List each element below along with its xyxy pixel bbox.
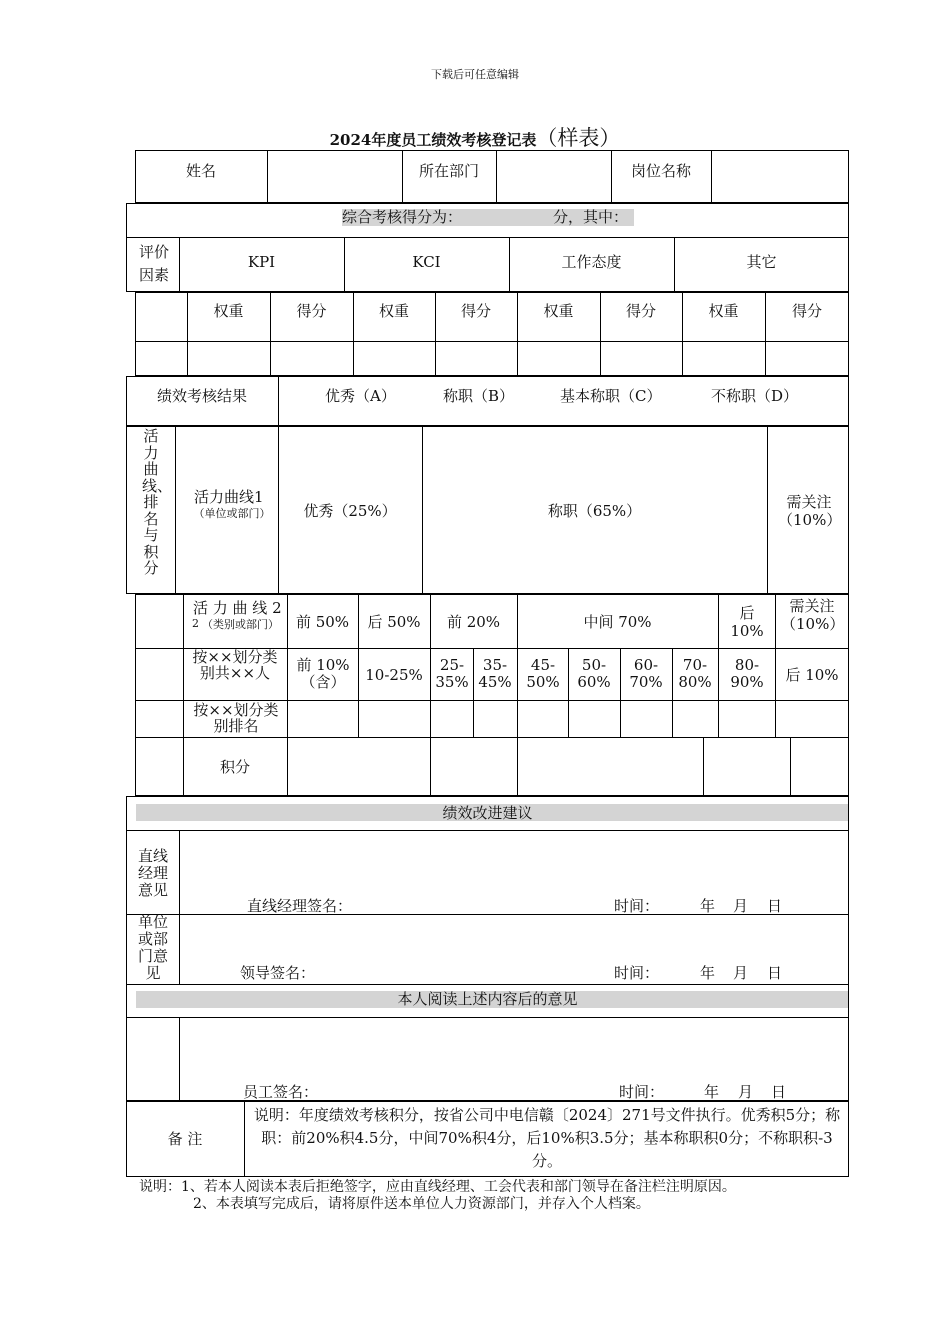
result-label: 绩效考核结果: [156, 387, 247, 405]
points-label: 积分: [219, 758, 250, 776]
unit-sign: 领导签名：: [240, 964, 316, 982]
employee-sign: 员工签名：: [243, 1083, 319, 1101]
kpi-weight-header: 权重: [213, 302, 244, 320]
curve2-bottom10: 后 10%: [730, 604, 764, 640]
curve2-attention: 需关注（10%）: [781, 597, 845, 633]
date-prefix-3: 时间：: [619, 1083, 665, 1101]
date-prefix-1: 时间：: [614, 897, 660, 915]
curve2-mid70: 中间 70%: [583, 613, 652, 631]
curve2-top50: 前 50%: [295, 613, 350, 631]
factor-kpi: KPI: [247, 253, 276, 271]
self-opinion-banner: 本人阅读上述内容后的意见: [397, 990, 578, 1008]
curve2-sub: （类别或部门）: [202, 618, 279, 631]
curve2-label: 活 力 曲 线 2: [193, 599, 282, 617]
name-field[interactable]: [268, 151, 401, 202]
classify-70-80: 70-80%: [678, 656, 712, 691]
self-opinion-field[interactable]: [182, 1020, 846, 1078]
footnote-2: 2、本表填写完成后，请将原件送本单位人力资源部门，并存入个人档案。: [193, 1196, 650, 1212]
date-month-3: 月: [738, 1083, 754, 1101]
page-title: [0, 122, 950, 152]
kci-weight-header: 权重: [378, 302, 409, 320]
factor-attitude: 工作态度: [561, 253, 622, 271]
curve2-top20: 前 20%: [446, 613, 501, 631]
name-label: 姓名: [185, 162, 216, 180]
improve-banner: 绩效改进建议: [442, 804, 533, 822]
date-day-2: 日: [767, 964, 783, 982]
result-option-a[interactable]: 优秀（A）: [325, 387, 396, 405]
other-weight-header: 权重: [708, 302, 739, 320]
line-manager-label: 直线经理意见: [137, 847, 168, 899]
classify-label: 按××划分类别共××人: [192, 648, 278, 682]
date-year-1: 年: [700, 897, 716, 915]
remark-label: 备 注: [167, 1130, 203, 1148]
attitude-score-header: 得分: [625, 302, 656, 320]
header-note: 下载后可任意编辑: [431, 68, 519, 81]
position-label: 岗位名称: [630, 162, 691, 180]
curve1-excellent: 优秀（25%）: [303, 502, 397, 520]
date-day-1: 日: [767, 897, 783, 915]
points-input-row[interactable]: [288, 738, 848, 795]
date-prefix-2: 时间：: [614, 964, 660, 982]
unit-label: 单位或部门意见: [137, 913, 168, 982]
date-year-2: 年: [700, 964, 716, 982]
weight-score-input-row[interactable]: [188, 342, 848, 375]
curve2-bottom50: 后 50%: [367, 613, 421, 631]
title-main: 2024年度员工绩效考核登记表: [329, 131, 537, 149]
curve1-label: 活力曲线1: [194, 488, 264, 506]
factor-kci: KCI: [412, 253, 441, 271]
classify-35-45: 35-45%: [478, 656, 512, 691]
unit-opinion-field[interactable]: [182, 917, 846, 962]
result-option-b[interactable]: 称职（B）: [443, 387, 515, 405]
date-month-1: 月: [733, 897, 749, 915]
score-banner-right: 分，其中：: [553, 208, 629, 226]
result-option-c[interactable]: 基本称职（C）: [560, 387, 662, 405]
classify-50-60: 50-60%: [577, 656, 611, 691]
factors-label: 评价因素: [138, 243, 169, 284]
footnote-1: 说明：1、若本人阅读本表后拒绝签字，应由直线经理、工会代表和部门领导在备注栏注明原因。: [139, 1179, 736, 1195]
score-banner-left: 综合考核得分为：: [342, 208, 463, 226]
title-suffix: （样表）: [536, 126, 621, 150]
dept-label: 所在部门: [418, 162, 479, 180]
date-day-3: 日: [771, 1083, 787, 1101]
kpi-score-header: 得分: [296, 302, 327, 320]
date-year-3: 年: [704, 1083, 720, 1101]
classify-10-25: 10-25%: [365, 666, 423, 684]
position-field[interactable]: [712, 151, 848, 202]
vitality-side-label: 活力曲线、排名与积分: [142, 427, 173, 577]
curve1-competent: 称职（65%）: [547, 502, 642, 520]
line-manager-opinion-field[interactable]: [182, 833, 846, 893]
factor-other: 其它: [746, 253, 777, 271]
classify-45-50: 45-50%: [526, 656, 560, 691]
classify-80-90: 80-90%: [730, 656, 764, 691]
attitude-weight-header: 权重: [543, 302, 574, 320]
kci-score-header: 得分: [460, 302, 491, 320]
remark-text: 说明：年度绩效考核积分，按省公司中电信赣〔2024〕271号文件执行。优秀积5分；称职：前20%积4.5分，中间70%积4分，后10%积3.5分；基本称职积0分；不称职积-3分。: [253, 1106, 841, 1170]
line-manager-sign: 直线经理签名：: [247, 897, 353, 915]
curve1-sub: （单位或部门）: [193, 507, 271, 520]
dept-field[interactable]: [497, 151, 610, 202]
classify-top10: 前 10%（含）: [296, 656, 350, 691]
classify-60-70: 60-70%: [629, 656, 663, 691]
classify-25-35: 25-35%: [435, 656, 469, 691]
date-month-2: 月: [733, 964, 749, 982]
curve1-attention: 需关注（10%）: [778, 493, 842, 529]
rank-label: 按××划分类别排名: [193, 701, 279, 735]
rank-input-row[interactable]: [288, 701, 848, 736]
classify-bottom10: 后 10%: [785, 666, 839, 684]
result-option-d[interactable]: 不称职（D）: [711, 387, 799, 405]
other-score-header: 得分: [791, 302, 822, 320]
curve2-prefix: 2: [192, 617, 199, 630]
